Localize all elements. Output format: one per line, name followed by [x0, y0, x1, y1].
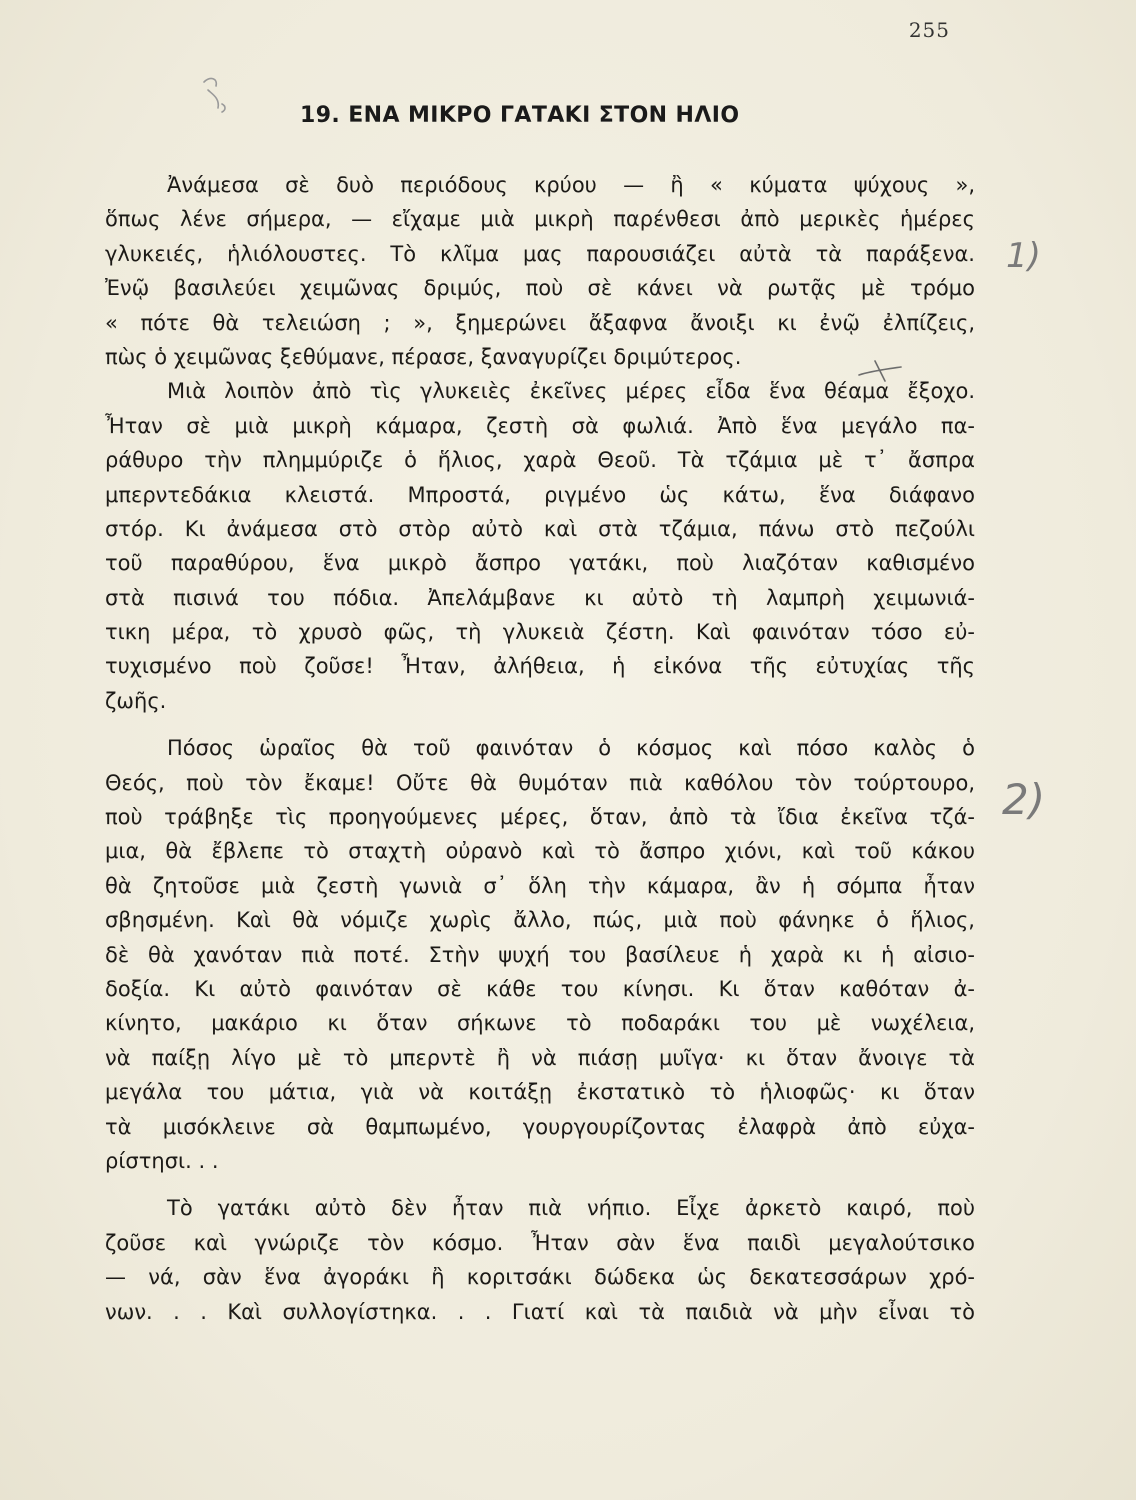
- paragraph-4: [105, 1191, 975, 1329]
- text-line: ράθυρο τὴν πλημμύριζε ὁ ἥλιος, χαρὰ Θεοῦ. Τὰ τζάμια μὲ τ᾽ ἄσπρα: [105, 448, 975, 473]
- text-line: μια, θὰ ἔβλεπε τὸ σταχτὴ οὐρανὸ καὶ τὸ ἄσπρο χιόνι, καὶ τοῦ κάκου: [105, 839, 975, 864]
- text-line: μεγάλα του μάτια, γιὰ νὰ κοιτάξῃ ἐκστατικὸ τὸ ἡλιοφῶς· κι ὅταν: [105, 1080, 975, 1105]
- text-line: ποὺ τράβηξε τὶς προηγούμενες μέρες, ὅταν, ἀπὸ τὰ ἴδια ἐκεῖνα τζά-: [105, 805, 975, 830]
- text-line: « πότε θὰ τελειώση ; », ξημερώνει ἄξαφνα ἄνοιξι κι ἐνῷ ἐλπίζεις,: [105, 310, 975, 335]
- page-number: 255: [908, 18, 950, 42]
- paragraph-2: [105, 374, 975, 718]
- text-line: ὅπως λένε σήμερα, — εἴχαμε μιὰ μικρὴ παρένθεσι ἀπὸ μερικὲς ἡμέρες: [105, 207, 975, 232]
- text-line: — νά, σὰν ἕνα ἀγοράκι ἢ κοριτσάκι δώδεκα ὡς δεκατεσσάρων χρό-: [105, 1265, 975, 1290]
- text-line: πὼς ὁ χειμῶνας ξεθύμανε, πέρασε, ξαναγυρίζει δριμύτερος.: [105, 344, 742, 369]
- pencil-mark-icon: [196, 68, 236, 118]
- margin-note-1: 1): [1006, 236, 1041, 276]
- text-line: θὰ ζητοῦσε μιὰ ζεστὴ γωνιὰ σ᾽ ὅλη τὴν κάμαρα, ἂν ἡ σόμπα ἦταν: [105, 873, 975, 898]
- margin-note-2: 2): [1002, 775, 1046, 824]
- paragraph-3: [105, 731, 975, 1178]
- text-line: Τὸ γατάκι αὐτὸ δὲν ἦταν πιὰ νήπιο. Εἶχε ἀρκετὸ καιρό, ποὺ: [167, 1196, 975, 1221]
- text-line: στόρ. Κι ἀνάμεσα στὸ στὸρ αὐτὸ καὶ στὰ τζάμια, πάνω στὸ πεζούλι: [105, 516, 975, 541]
- text-line: Ἦταν σὲ μιὰ μικρὴ κάμαρα, ζεστὴ σὰ φωλιά. Ἀπὸ ἕνα μεγάλο πα-: [105, 413, 975, 438]
- text-line: γλυκειές, ἡλιόλουστες. Τὸ κλῖμα μας παρουσιάζει αὐτὰ τὰ παράξενα.: [105, 241, 975, 266]
- text-line: στὰ πισινά του πόδια. Ἀπελάμβανε κι αὐτὸ τὴ λαμπρὴ χειμωνιά-: [105, 585, 975, 610]
- text-line: Θεός, ποὺ τὸν ἔκαμε! Οὔτε θὰ θυμόταν πιὰ καθόλου τὸν τούρτουρο,: [105, 770, 975, 795]
- text-line: νων. . . Καὶ συλλογίστηκα. . . Γιατί καὶ τὰ παιδιὰ νὰ μὴν εἶναι τὸ: [105, 1299, 975, 1324]
- paragraph-1: [105, 168, 975, 374]
- text-line: Πόσος ὡραῖος θὰ τοῦ φαινόταν ὁ κόσμος καὶ πόσο καλὸς ὁ: [167, 736, 975, 761]
- text-line: Ἀνάμεσα σὲ δυὸ περιόδους κρύου — ἢ « κύματα ψύχους »,: [167, 173, 975, 197]
- text-line: τοῦ παραθύρου, ἕνα μικρὸ ἄσπρο γατάκι, ποὺ λιαζόταν καθισμένο: [105, 551, 975, 576]
- text-line: νὰ παίξῃ λίγο μὲ τὸ μπερντὲ ἢ νὰ πιάσῃ μυῖγα· κι ὅταν ἄνοιγε τὰ: [105, 1045, 975, 1070]
- text-line: Ἐνῷ βασιλεύει χειμῶνας δριμύς, ποὺ σὲ κάνει νὰ ρωτᾷς μὲ τρόμο: [105, 276, 975, 301]
- text-line: σβησμένη. Καὶ θὰ νόμιζε χωρὶς ἄλλο, πώς, μιὰ ποὺ φάνηκε ὁ ἥλιος,: [105, 908, 975, 933]
- chapter-title: 19. ΕΝΑ ΜΙΚΡΟ ΓΑΤΑΚΙ ΣΤΟΝ ΗΛΙΟ: [300, 103, 740, 128]
- text-line: ρίστησι. . .: [105, 1148, 219, 1173]
- text-line: τυχισμένο ποὺ ζοῦσε! Ἦταν, ἀλήθεια, ἡ εἰκόνα τῆς εὐτυχίας τῆς: [105, 654, 975, 679]
- text-line: δὲ θὰ χανόταν πιὰ ποτέ. Στὴν ψυχή του βασίλευε ἡ χαρὰ κι ἡ αἰσιο-: [105, 942, 975, 967]
- text-line: κίνητο, μακάριο κι ὅταν σήκωνε τὸ ποδαράκι του μὲ νωχέλεια,: [105, 1011, 975, 1036]
- body-text: [105, 168, 975, 1329]
- text-line: ζοῦσε καὶ γνώριζε τὸν κόσμο. Ἦταν σὰν ἕνα παιδὶ μεγαλούτσικο: [105, 1230, 975, 1255]
- text-line: ζωῆς.: [105, 688, 167, 713]
- text-line: δοξία. Κι αὐτὸ φαινόταν σὲ κάθε του κίνησι. Κι ὅταν καθόταν ἀ-: [105, 976, 975, 1001]
- text-line: τικη μέρα, τὸ χρυσὸ φῶς, τὴ γλυκειὰ ζέστη. Καὶ φαινόταν τόσο εὐ-: [105, 620, 975, 645]
- text-line: μπερντεδάκια κλειστά. Μπροστά, ριγμένο ὡς κάτω, ἕνα διάφανο: [105, 482, 975, 507]
- text-line: τὰ μισόκλεινε σὰ θαμπωμένο, γουργουρίζοντας ἐλαφρὰ ἀπὸ εὐχα-: [105, 1114, 975, 1139]
- text-line: Μιὰ λοιπὸν ἀπὸ τὶς γλυκειὲς ἐκεῖνες μέρες εἶδα ἕνα θέαμα ἔξοχο.: [167, 379, 975, 404]
